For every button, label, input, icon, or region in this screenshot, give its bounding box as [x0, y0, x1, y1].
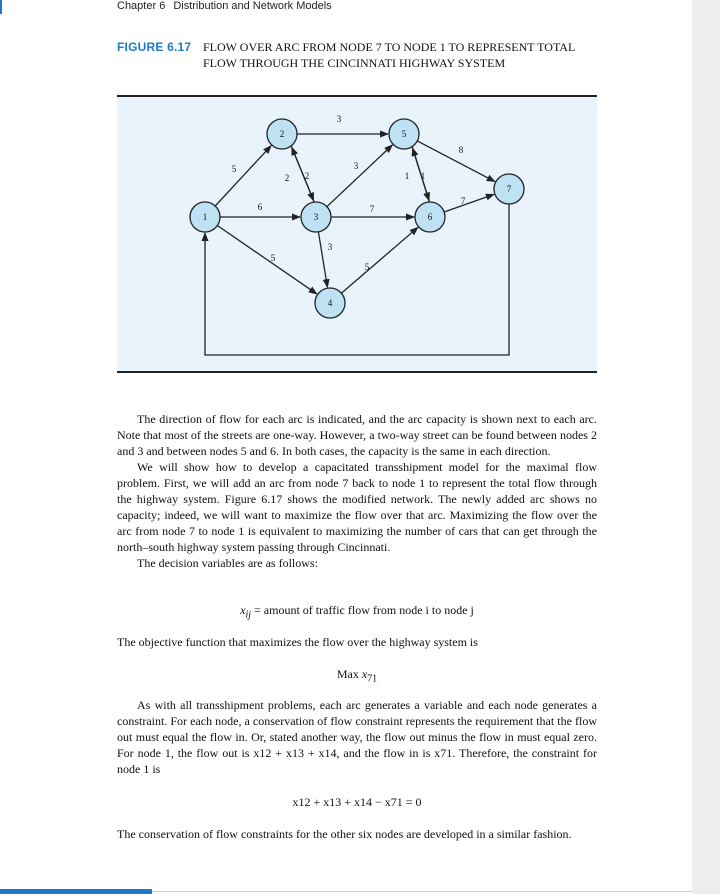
paragraph-closing: The conservation of flow constraints for the other six nodes are developed in a similar fashion.: [117, 827, 572, 841]
capacity-label-6-7: 7: [460, 196, 466, 206]
capacity-label-3-4: 3: [327, 242, 333, 252]
running-head: [117, 0, 332, 12]
body-text: [117, 411, 597, 571]
body-text-closing: [117, 826, 597, 842]
node-label-7: 7: [506, 184, 512, 194]
node-5: [389, 119, 419, 149]
arc-1-2: [215, 146, 271, 206]
capacity-label-3-6: 7: [369, 204, 375, 214]
node-1: [190, 202, 220, 232]
capacity-label-3-2: 2: [304, 171, 310, 181]
objective-function: [117, 667, 597, 684]
network-diagram: [117, 97, 597, 371]
capacity-label-1-2: 5: [231, 164, 237, 174]
bottom-accent-bar: [0, 889, 152, 894]
objective-intro: The objective function that maximizes the flow over the highway system is: [117, 635, 478, 649]
arc-3-2: [292, 147, 314, 201]
capacity-label-1-4: 5: [270, 253, 276, 263]
paragraph-conservation: As with all transshipment problems, each arc generates a variable and each node generates a constraint. For each node, a conservation of flow constraint represents the requirement that the flow out must equal the flow in. Or, stated another way, the flow out minus the flow in must equal zero. For node 1, the flow out is x12 + x13 + x14, and the flow in is x71. Therefore, the constraint for node 1 is: [117, 698, 597, 776]
paragraph-model-intro: We will show how to develop a capacitated transshipment model for the maximal flow problem. First, we will add an arc from node 7 back to node 1 to represent the total flow through the highway system. Figure 6.17 shows the modified network. The newly added arc shows no capacity; indeed, we will want to maximize the flow over that arc. Maximizing the flow over the arc from node 7 to node 1 is equivalent to maximizing the number of cars that can get through the north–south highway system passing through Cincinnati.: [117, 460, 597, 554]
capacity-label-3-5: 3: [353, 161, 359, 171]
objective-variable: x: [361, 667, 368, 681]
bottom-rule: [152, 891, 692, 892]
decision-variable-subscript: ij: [245, 609, 252, 621]
objective-prefix: Max: [336, 667, 359, 681]
capacity-label-4-6: 5: [364, 262, 370, 272]
capacity-label-5-6: 1: [404, 171, 410, 181]
arc-4-6: [341, 227, 417, 293]
arc-3-5: [327, 145, 392, 207]
node-3: [301, 202, 331, 232]
node-7: [494, 174, 524, 204]
arc-6-7: [444, 194, 494, 212]
chapter-title: Distribution and Network Models: [173, 0, 332, 12]
decision-variable-text: = amount of traffic flow from node i to node j: [254, 603, 474, 617]
paragraph-arc-direction: The direction of flow for each arc is indicated, and the arc capacity is shown next to each arc. Note that most of the streets are one-way. However, a two-way street can be found between nodes 2 and 3 and between nodes 5 and 6. In both cases, the capacity is the same in each direction.: [117, 412, 597, 458]
node-label-5: 5: [401, 129, 407, 139]
node-label-4: 4: [327, 298, 333, 308]
paragraph-decision-vars-intro: The decision variables are as follows:: [137, 556, 318, 570]
node-label-6: 6: [427, 212, 433, 222]
arc-3-4: [318, 232, 327, 287]
chapter-number: Chapter 6: [117, 0, 166, 12]
viewer-side-strip: [692, 0, 720, 894]
node-label-2: 2: [279, 129, 285, 139]
node-2: [267, 119, 297, 149]
node-label-3: 3: [313, 212, 319, 222]
arc-5-7: [417, 141, 495, 182]
decision-variable-symbol: x: [240, 603, 246, 617]
capacity-label-2-3: 2: [284, 173, 290, 183]
network-figure: [117, 95, 597, 373]
node1-constraint: x12 + x13 + x14 − x71 = 0: [292, 795, 422, 809]
node-label-1: 1: [202, 212, 208, 222]
figure-title: FLOW OVER ARC FROM NODE 7 TO NODE 1 TO REPRESENT TOTAL FLOW THROUGH THE CINCINNATI HIGHWAY SYSTEM: [203, 40, 575, 70]
capacity-label-2-5: 3: [336, 114, 342, 124]
node-6: [415, 202, 445, 232]
arc-1-4: [217, 226, 316, 294]
node-4: [315, 288, 345, 318]
page-edge-mark: [0, 0, 2, 14]
capacity-label-1-3: 6: [257, 202, 263, 212]
capacity-label-6-5: 1: [420, 171, 426, 181]
capacity-label-5-7: 8: [458, 145, 464, 155]
decision-variable-definition: [117, 603, 597, 620]
figure-number: FIGURE 6.17: [117, 40, 192, 54]
body-text-conservation: [117, 697, 597, 777]
objective-subscript: 71: [367, 673, 378, 685]
